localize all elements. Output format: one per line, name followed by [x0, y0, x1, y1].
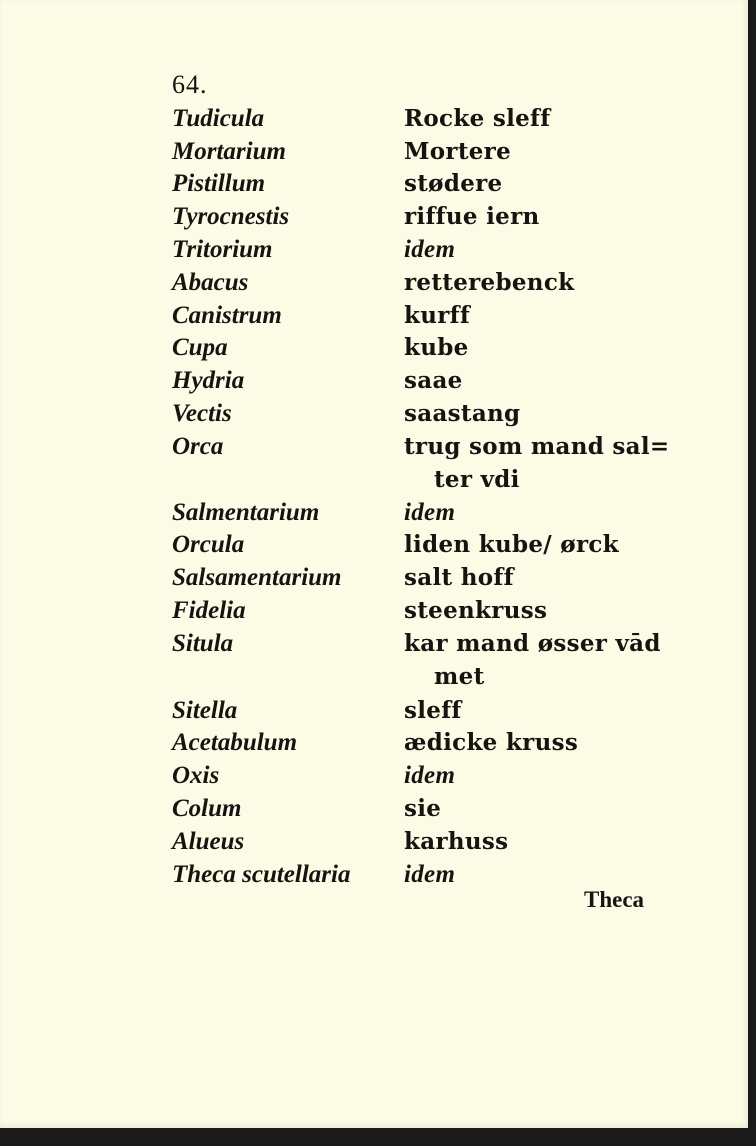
vernacular-gloss: idem	[404, 236, 456, 263]
vernacular-gloss: sleff	[404, 697, 462, 724]
latin-term: Orcula	[172, 531, 245, 558]
vernacular-gloss: trug som mand sal=	[404, 433, 670, 460]
latin-term: Salsamentarium	[172, 564, 342, 591]
vernacular-gloss: idem	[404, 861, 456, 888]
latin-term: Oxis	[172, 762, 220, 789]
latin-term: Orca	[172, 433, 224, 460]
latin-term: Theca scutellaria	[172, 861, 351, 888]
latin-term: Mortarium	[172, 138, 286, 165]
vernacular-gloss: liden kube/ ørck	[404, 531, 619, 558]
vernacular-gloss: saastang	[404, 400, 521, 427]
vernacular-gloss: Rocke sleff	[404, 105, 551, 132]
gloss-continuation: met	[434, 663, 485, 690]
vernacular-gloss: steenkruss	[404, 597, 548, 624]
latin-term: Alueus	[172, 828, 245, 855]
latin-term: Acetabulum	[172, 729, 298, 756]
vernacular-gloss: retterebenck	[404, 269, 575, 296]
vernacular-gloss: Mortere	[404, 138, 512, 165]
vernacular-gloss: idem	[404, 762, 456, 789]
latin-term: Tyrocnestis	[172, 203, 290, 230]
vernacular-gloss: salt hoff	[404, 564, 514, 591]
vernacular-gloss: karhuss	[404, 828, 509, 855]
latin-term: Tudicula	[172, 105, 265, 132]
vernacular-gloss: kar mand øsser vād	[404, 630, 661, 657]
vernacular-gloss: riffue iern	[404, 203, 540, 230]
latin-term: Hydria	[172, 367, 245, 394]
latin-term: Abacus	[172, 269, 249, 296]
vernacular-gloss: saae	[404, 367, 463, 394]
vernacular-gloss: kube	[404, 334, 469, 361]
latin-term: Sitella	[172, 697, 238, 724]
vernacular-gloss: stødere	[404, 170, 503, 197]
latin-term: Tritorium	[172, 236, 273, 263]
catchword: Theca	[584, 887, 645, 912]
latin-term: Vectis	[172, 400, 232, 427]
vernacular-gloss: sie	[404, 795, 442, 822]
gloss-continuation: ter vdi	[434, 466, 520, 493]
latin-term: Salmentarium	[172, 499, 320, 526]
latin-term: Fidelia	[172, 597, 246, 624]
latin-term: Situla	[172, 630, 234, 657]
latin-term: Canistrum	[172, 302, 282, 329]
latin-term: Cupa	[172, 334, 228, 361]
latin-term: Colum	[172, 795, 242, 822]
latin-term: Pistillum	[172, 170, 266, 197]
page-number: 64.	[172, 70, 208, 99]
vernacular-gloss: ædicke kruss	[404, 729, 579, 756]
vernacular-gloss: idem	[404, 499, 456, 526]
vernacular-gloss: kurff	[404, 302, 471, 329]
